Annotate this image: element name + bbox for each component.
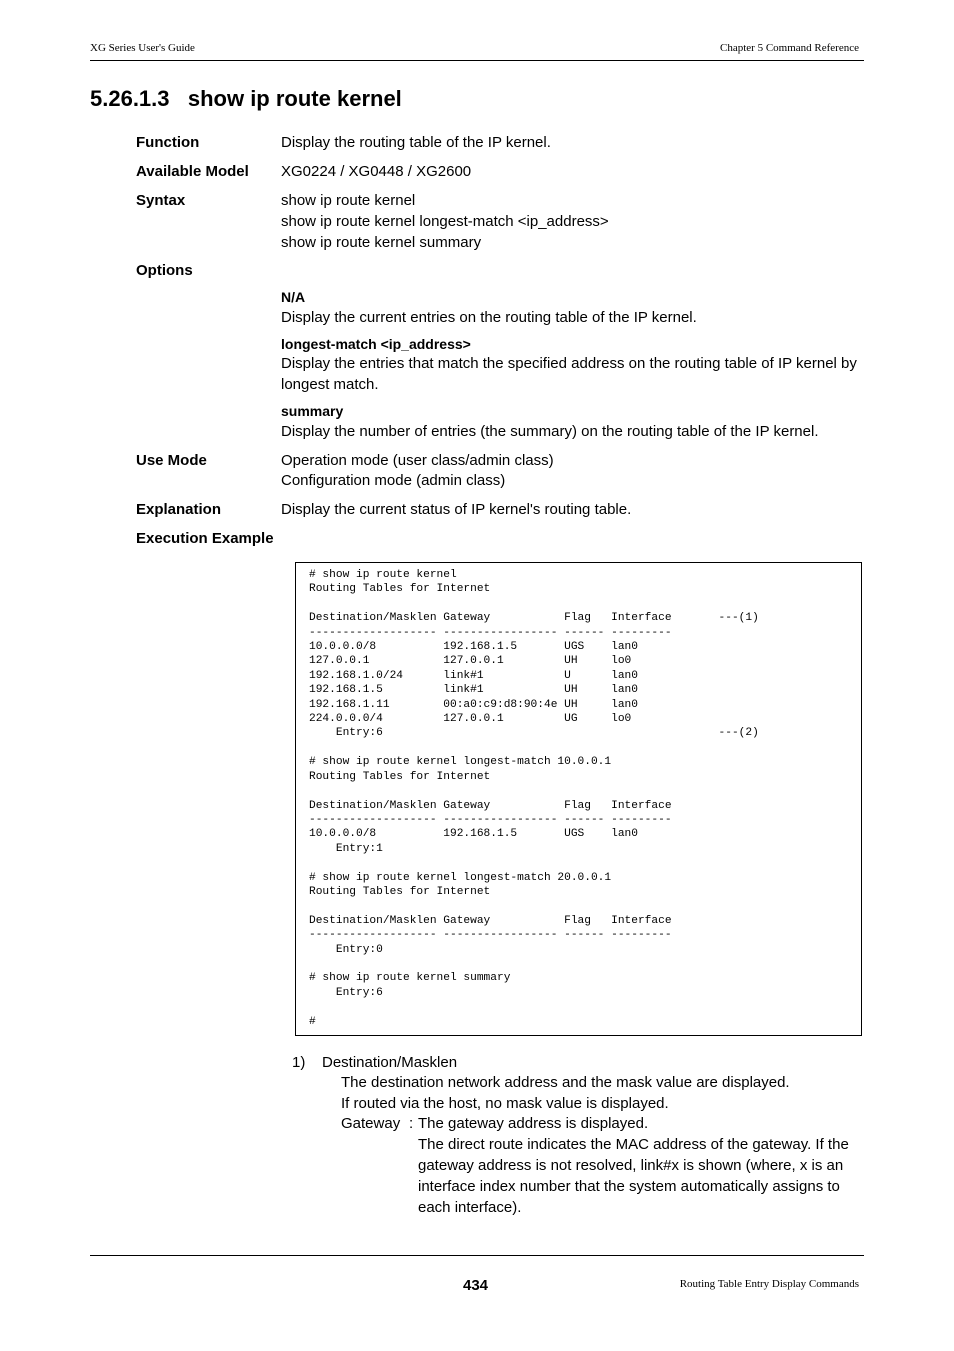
section-heading — [90, 86, 402, 112]
function-label: Function — [136, 134, 200, 151]
syntax-line: show ip route kernel summary — [281, 234, 482, 251]
note-item-title: Destination/Masklen — [322, 1054, 458, 1071]
note-text: If routed via the host, no mask value is displayed. — [341, 1095, 669, 1112]
option-description: Display the number of entries (the summary) on the routing table of the IP kernel. — [281, 423, 819, 440]
option-description: Display the entries that match the specified address on the routing table of IP kernel by longest match. — [281, 355, 857, 393]
note-text: The destination network address and the mask value are displayed. — [341, 1074, 790, 1091]
model-label: Available Model — [136, 163, 249, 180]
gateway-colon: : — [409, 1115, 414, 1132]
use-mode-line: Operation mode (user class/admin class) — [281, 452, 554, 469]
gateway-description: The direct route indicates the MAC address of the gateway. If the gateway address is not resolved, link#x is shown (where, x is an interface index number that the system automatically assigns to each interface). — [418, 1136, 849, 1216]
gateway-line: The gateway address is displayed. — [418, 1115, 649, 1132]
options-label: Options — [136, 262, 193, 279]
header-guide-title: XG Series User's Guide — [90, 42, 195, 54]
footer-rule — [90, 1255, 864, 1256]
header-chapter: Chapter 5 Command Reference — [720, 42, 859, 54]
header-rule — [90, 60, 864, 61]
function-value: Display the routing table of the IP kernel. — [281, 134, 551, 151]
note-item-number: 1) — [292, 1054, 306, 1071]
footer-section: Routing Table Entry Display Commands — [679, 1278, 859, 1290]
option-name: N/A — [281, 289, 306, 305]
execution-example-label: Execution Example — [136, 530, 274, 547]
use-mode-label: Use Mode — [136, 452, 207, 469]
option-description: Display the current entries on the routing table of the IP kernel. — [281, 309, 697, 326]
gateway-label: Gateway — [341, 1115, 401, 1132]
section-number: 5.26.1.3 — [90, 86, 170, 111]
page-number: 434 — [463, 1277, 489, 1294]
use-mode-line: Configuration mode (admin class) — [281, 472, 506, 489]
execution-example-code: # show ip route kernel Routing Tables for Internet Destination/Masklen Gateway Flag Interface ---(1) ------------------- ----------------- ------ --------- 10.0.0.0/8 192.168.1.5 UGS lan0 127.0.0.1 127.0.0.1 UH lo0 192.168.1.0/24 link#1 U lan0 192.168.1.5 link#1 UH lan0 192.168.1.11 00:a0:c9:d8:90:4e UH lan0 224.0.0.0/4 127.0.0.1 UG lo0 Entry:6 ---(2) # show ip route kernel longest-match 10.0.0.1 Routing Tables for Internet Destination/Masklen Gateway Flag Interface ------------------- ----------------- ------ --------- 10.0.0.0/8 192.168.1.5 UGS lan0 Entry:1 # show ip route kernel longest-match 20.0.0.1 Routing Tables for Internet Destination/Masklen Gateway Flag Interface ------------------- ----------------- ------ --------- Entry:0 # show ip route kernel summary Entry:6 # — [309, 569, 759, 1028]
explanation-label: Explanation — [136, 501, 222, 518]
syntax-label: Syntax — [136, 192, 186, 209]
syntax-line: show ip route kernel longest-match <ip_address> — [281, 213, 609, 230]
option-name: summary — [281, 403, 344, 419]
explanation-value: Display the current status of IP kernel's routing table. — [281, 501, 632, 518]
syntax-line: show ip route kernel — [281, 192, 416, 209]
execution-example-box — [295, 562, 862, 1036]
model-value: XG0224 / XG0448 / XG2600 — [281, 163, 472, 180]
option-name: longest-match <ip_address> — [281, 336, 471, 352]
section-title: show ip route kernel — [187, 86, 402, 111]
